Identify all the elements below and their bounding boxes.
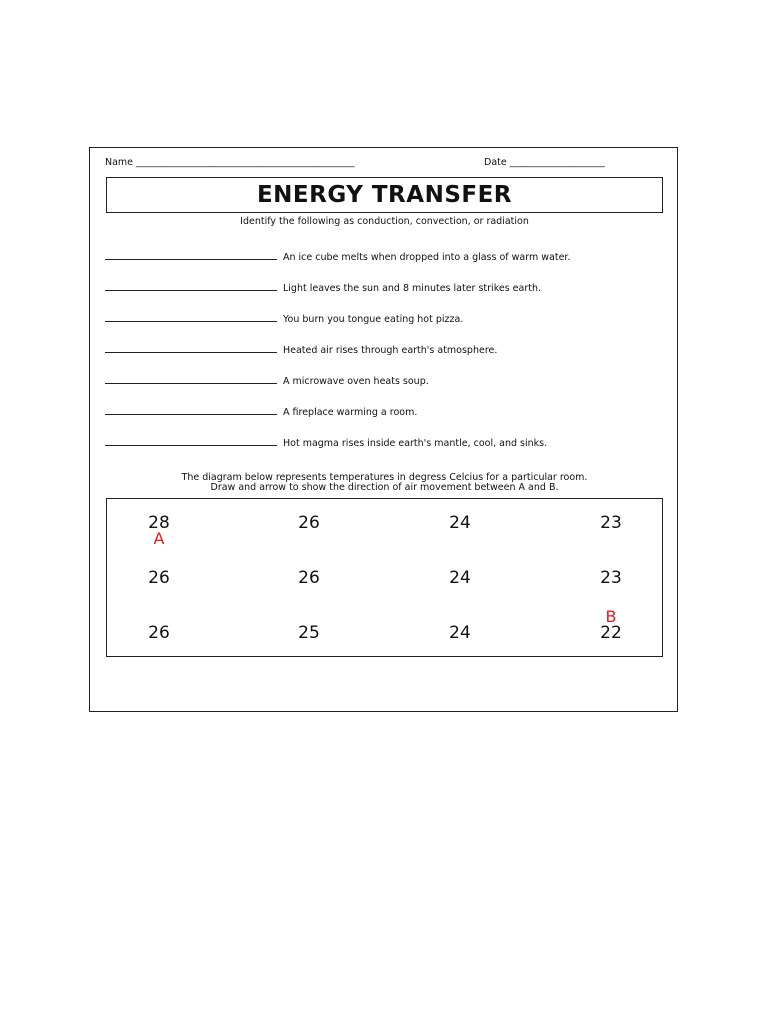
answer-blank[interactable] <box>105 313 277 322</box>
question-text: A fireplace warming a room. <box>283 407 418 418</box>
worksheet <box>89 147 678 712</box>
temperature-cell: 28 <box>148 513 170 533</box>
answer-blank[interactable] <box>105 406 277 415</box>
question-text: Heated air rises through earth's atmosphere. <box>283 345 498 356</box>
diagram-caption-line-1: The diagram below represents temperatures in degress Celcius for a particular room. <box>181 472 588 483</box>
date-field[interactable]: Date ____________________ <box>484 157 605 168</box>
question-item <box>105 437 547 451</box>
temperature-grid[interactable] <box>106 498 663 657</box>
question-text: Light leaves the sun and 8 minutes later strikes earth. <box>283 283 542 294</box>
temperature-cell: 24 <box>449 568 471 588</box>
answer-blank[interactable] <box>105 344 277 353</box>
temperature-cell: 26 <box>148 623 170 643</box>
temperature-cell: 23 <box>600 568 622 588</box>
answer-blank[interactable] <box>105 375 277 384</box>
temperature-cell: 26 <box>298 513 320 533</box>
name-date-row <box>105 157 665 168</box>
question-item <box>105 344 497 358</box>
question-text: Hot magma rises inside earth's mantle, cool, and sinks. <box>283 438 548 449</box>
marker-a: A <box>153 529 165 548</box>
temperature-cell: 26 <box>148 568 170 588</box>
temperature-cell: 23 <box>600 513 622 533</box>
question-text: An ice cube melts when dropped into a glass of warm water. <box>283 252 571 263</box>
temperature-cell: 24 <box>449 513 471 533</box>
title-box <box>106 177 663 213</box>
question-item <box>105 406 417 420</box>
question-item <box>105 251 570 265</box>
marker-b: B <box>605 607 617 626</box>
diagram-caption-line-2: Draw and arrow to show the direction of air movement between A and B. <box>210 482 559 493</box>
answer-blank[interactable] <box>105 437 277 446</box>
diagram-caption <box>90 473 679 493</box>
temperature-cell: 22 <box>600 623 622 643</box>
answer-blank[interactable] <box>105 251 277 260</box>
name-field[interactable]: Name ______________________________________________ <box>105 157 355 168</box>
page-title: ENERGY TRANSFER <box>256 182 513 208</box>
question-item <box>105 313 463 327</box>
question-text: You burn you tongue eating hot pizza. <box>283 314 464 325</box>
answer-blank[interactable] <box>105 282 277 291</box>
temperature-cell: 24 <box>449 623 471 643</box>
instructions: Identify the following as conduction, convection, or radiation <box>240 216 529 227</box>
temperature-cell: 25 <box>298 623 320 643</box>
question-text: A microwave oven heats soup. <box>283 376 429 387</box>
question-item <box>105 375 429 389</box>
question-item <box>105 282 541 296</box>
temperature-cell: 26 <box>298 568 320 588</box>
